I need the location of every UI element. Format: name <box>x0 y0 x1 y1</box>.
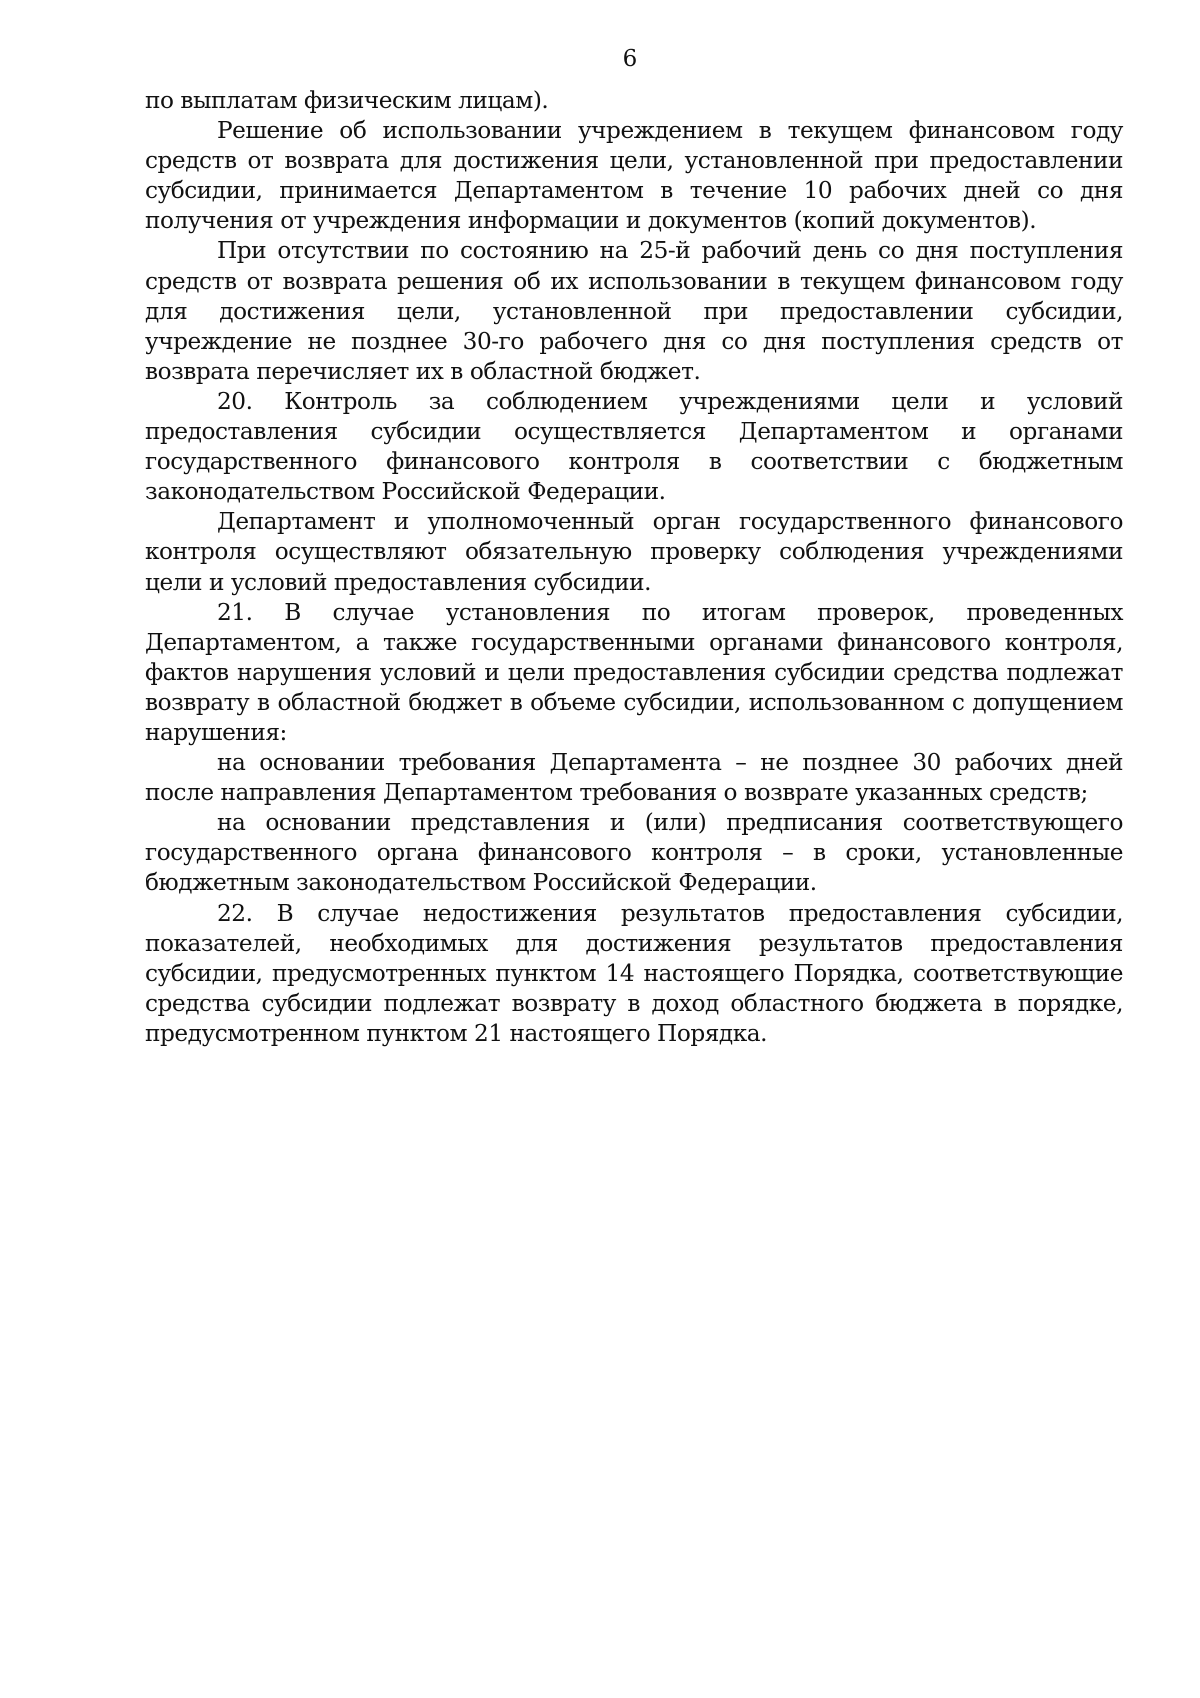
paragraph-mandatory-check: Департамент и уполномоченный орган государственного финансового контроля осуществляют обязательную проверку соблюдения учреждениями цели и условий предоставления субсидии. <box>145 508 1123 596</box>
paragraph-decision-on-use: Решение об использовании учреждением в текущем финансовом году средств от возврата для достижения цели, установленной при предоставлении субсидии, принимается Департаментом в течение 10 рабочих дней со дня получения от учреждения информации и документов (копий документов). <box>145 117 1123 235</box>
document-body <box>145 86 1123 1049</box>
paragraph-item-21: 21. В случае установления по итогам проверок, проведенных Департаментом, а также государственными органами финансового контроля, фактов нарушения условий и цели предоставления субсидии средства подлежат возврату в областной бюджет в объеме субсидии, использованном с допущением нарушения: <box>145 598 1123 746</box>
paragraph-item-20: 20. Контроль за соблюдением учреждениями цели и условий предоставления субсидии осуществляется Департаментом и органами государственного финансового контроля в соответствии с бюджетным законодательством Российской Федерации. <box>145 387 1123 506</box>
paragraph-absence-of-decision: При отсутствии по состоянию на 25-й рабочий день со дня поступления средств от возврата решения об их использовании в текущем финансовом году для достижения цели, установленной при предоставлении субсидии, учреждение не позднее 30-го рабочего дня со дня поступления средств от возврата перечисляет их в областной бюджет. <box>145 237 1123 385</box>
paragraph-continuation: по выплатам физическим лицам). <box>145 87 549 114</box>
paragraph-item-22: 22. В случае недостижения результатов предоставления субсидии, показателей, необходимых для достижения результатов предоставления субсидии, предусмотренных пунктом 14 настоящего Порядка, соответствующие средства субсидии подлежат возврату в доход областного бюджета в порядке, предусмотренном пунктом 21 настоящего Порядка. <box>145 899 1123 1047</box>
page-number: 6 <box>622 46 638 72</box>
paragraph-department-demand: на основании требования Департамента – не позднее 30 рабочих дней после направления Департаментом требования о возврате указанных средств; <box>145 749 1123 807</box>
paragraph-control-body-order: на основании представления и (или) предписания соответствующего государственного органа финансового контроля – в сроки, установленные бюджетным законодательством Российской Федерации. <box>145 809 1123 897</box>
